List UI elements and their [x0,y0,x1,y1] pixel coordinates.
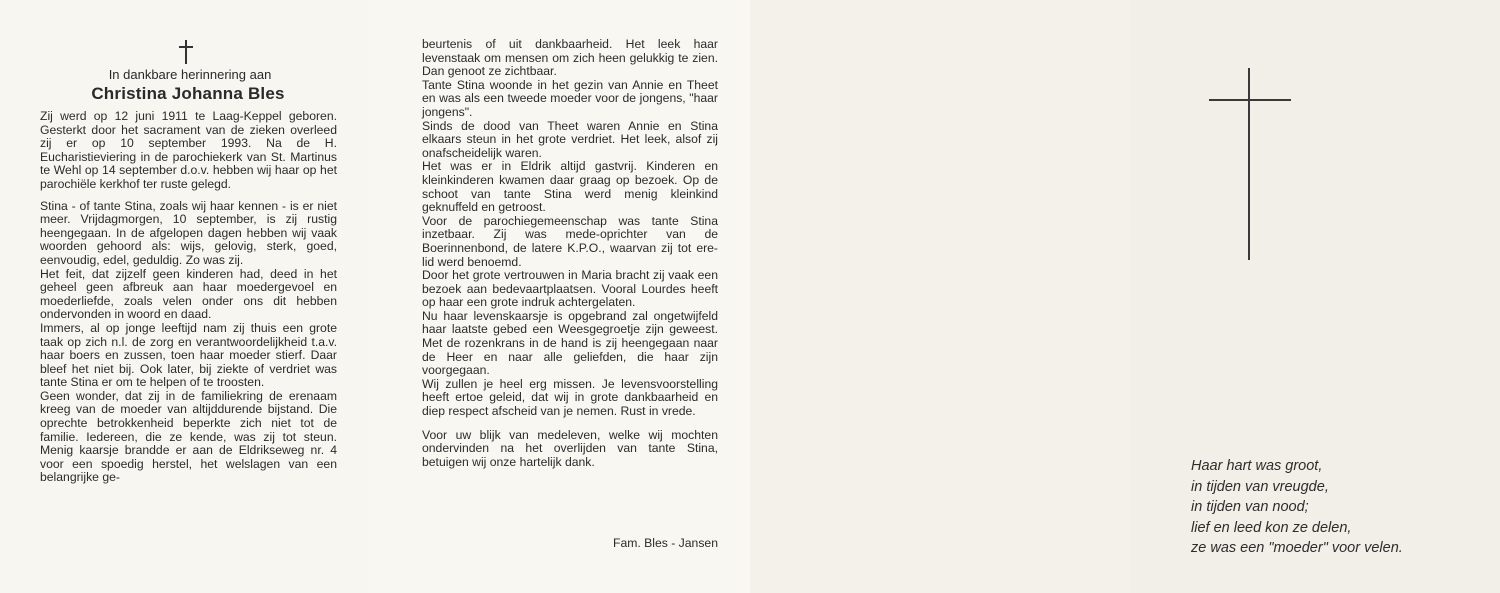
poem-line: in tijden van nood; [1191,499,1309,515]
poem-line: Haar hart was groot, [1191,458,1323,474]
paragraph: Tante Stina woonde in het gezin van Annie en Theet en was als een tweede moeder voor de jongens, "haar jongens". [422,77,718,119]
text-column-1 [40,110,337,485]
paragraph: Sinds de dood van Theet waren Annie en Stina elkaars steun in het grote verdriet. Het leek, alsof zij onafscheidelijk waren. [422,118,718,160]
deceased-name: Christina Johanna Bles [91,84,285,103]
paragraph: Het was er in Eldrik altijd gastvrij. Kinderen en kleinkinderen kwamen daar graag op bezoek. Op de schoot van tante Stina werd menig kleinkind geknuffeld en getroost. [422,159,718,215]
inner-left-panel [0,0,375,593]
paragraph: Stina - of tante Stina, zoals wij haar kennen - is er niet meer. Vrijdagmorgen, 10 september, is zij rustig heengegaan. In de afgelopen dagen hebben wij vaak woorden gehoord als: wijs, gelovig, sterk, goed, eenvoudig, edel, geduldig. Zo was zij. [40,198,337,267]
paragraph: Geen wonder, dat zij in de familiekring de erenaam kreeg van de moeder van altijddurende bijstand. Die oprechte betrokkenheid beperkte zich niet tot de familie. Iedereen, die ze kende, was zij tot steun. Menig kaarsje brandde er aan de Eldrikseweg nr. 4 voor een spoedig herstel, het welslagen van een belangrijke ge- [40,388,337,485]
paragraph: Het feit, dat zijzelf geen kinderen had, deed in het geheel geen afbreuk aan haar moedergevoel en moederliefde, zoals velen onder ons dit hebben ondervonden in woord en daad. [40,266,337,322]
thanks-paragraph: Voor uw blijk van medeleven, welke wij mochten ondervinden na het overlijden van tante Stina, betuigen wij onze hartelijk dank. [422,427,718,469]
poem-line: in tijden van vreugde, [1191,478,1329,495]
text-column-2 [422,38,718,469]
paragraph: Immers, al op jonge leeftijd nam zij thuis een grote taak op zich n.l. de zorg en verantwoordelijkheid t.a.v. haar boers en zussen, toen haar moeder stierf. Daar bleef het niet bij. Ook later, bij ziekte of verdriet was tante Stina er om te helpen of te troosten. [40,320,337,390]
paragraph: Door het grote vertrouwen in Maria bracht zij vaak een bezoek aan bedevaartplaatsen. Vooral Lourdes heeft op haar een grote indruk achtergelaten. [422,268,718,310]
cross-icon [179,40,193,64]
paragraph: Nu haar levenskaarsje is opgebrand zal ongetwijfeld haar laatste gebed een Weesgegroetje zijn geweest. Met de rozenkrans in de hand is zij heengegaan naar de Heer en naar alle geliefden, die haar zijn voorgegaan. [422,308,718,378]
paragraph: Wij zullen je heel erg missen. Je levensvoorstelling heeft ertoe geleid, dat wij in grote dankbaarheid en diep respect afscheid van je nemen. Rust in vrede. [422,376,718,419]
intro-line: In dankbare herinnering aan [108,67,272,82]
poem-line: lief en leed kon ze delen, [1191,519,1352,536]
poem-line: ze was een "moeder" voor velen. [1191,540,1403,556]
cross-icon [1209,68,1291,260]
poem [1191,456,1481,559]
paragraph: Voor de parochiegemeenschap was tante Stina inzetbaar. Zij was mede-oprichter van de Boerinnenbond, de latere K.P.O., waarvan zij tot ere-lid werd benoemd. [422,213,718,269]
paragraph: beurtenis of uit dankbaarheid. Het leek haar levenstaak om mensen om zich heen gelukkig te zien. Dan genoot ze zichtbaar. [422,37,718,79]
signature: Fam. Bles - Jansen [613,536,718,550]
paragraph: Zij werd op 12 juni 1911 te Laag-Keppel geboren. Gesterkt door het sacrament van de zieken overleed zij er op 10 september 1993. Na de H. Eucharistieviering in de parochiekerk van St. Martinus te Wehl op 14 september d.o.v. hebben wij haar op het parochiële kerkhof ter ruste gelegd. [40,109,337,191]
blank-back-panel [750,0,1130,593]
